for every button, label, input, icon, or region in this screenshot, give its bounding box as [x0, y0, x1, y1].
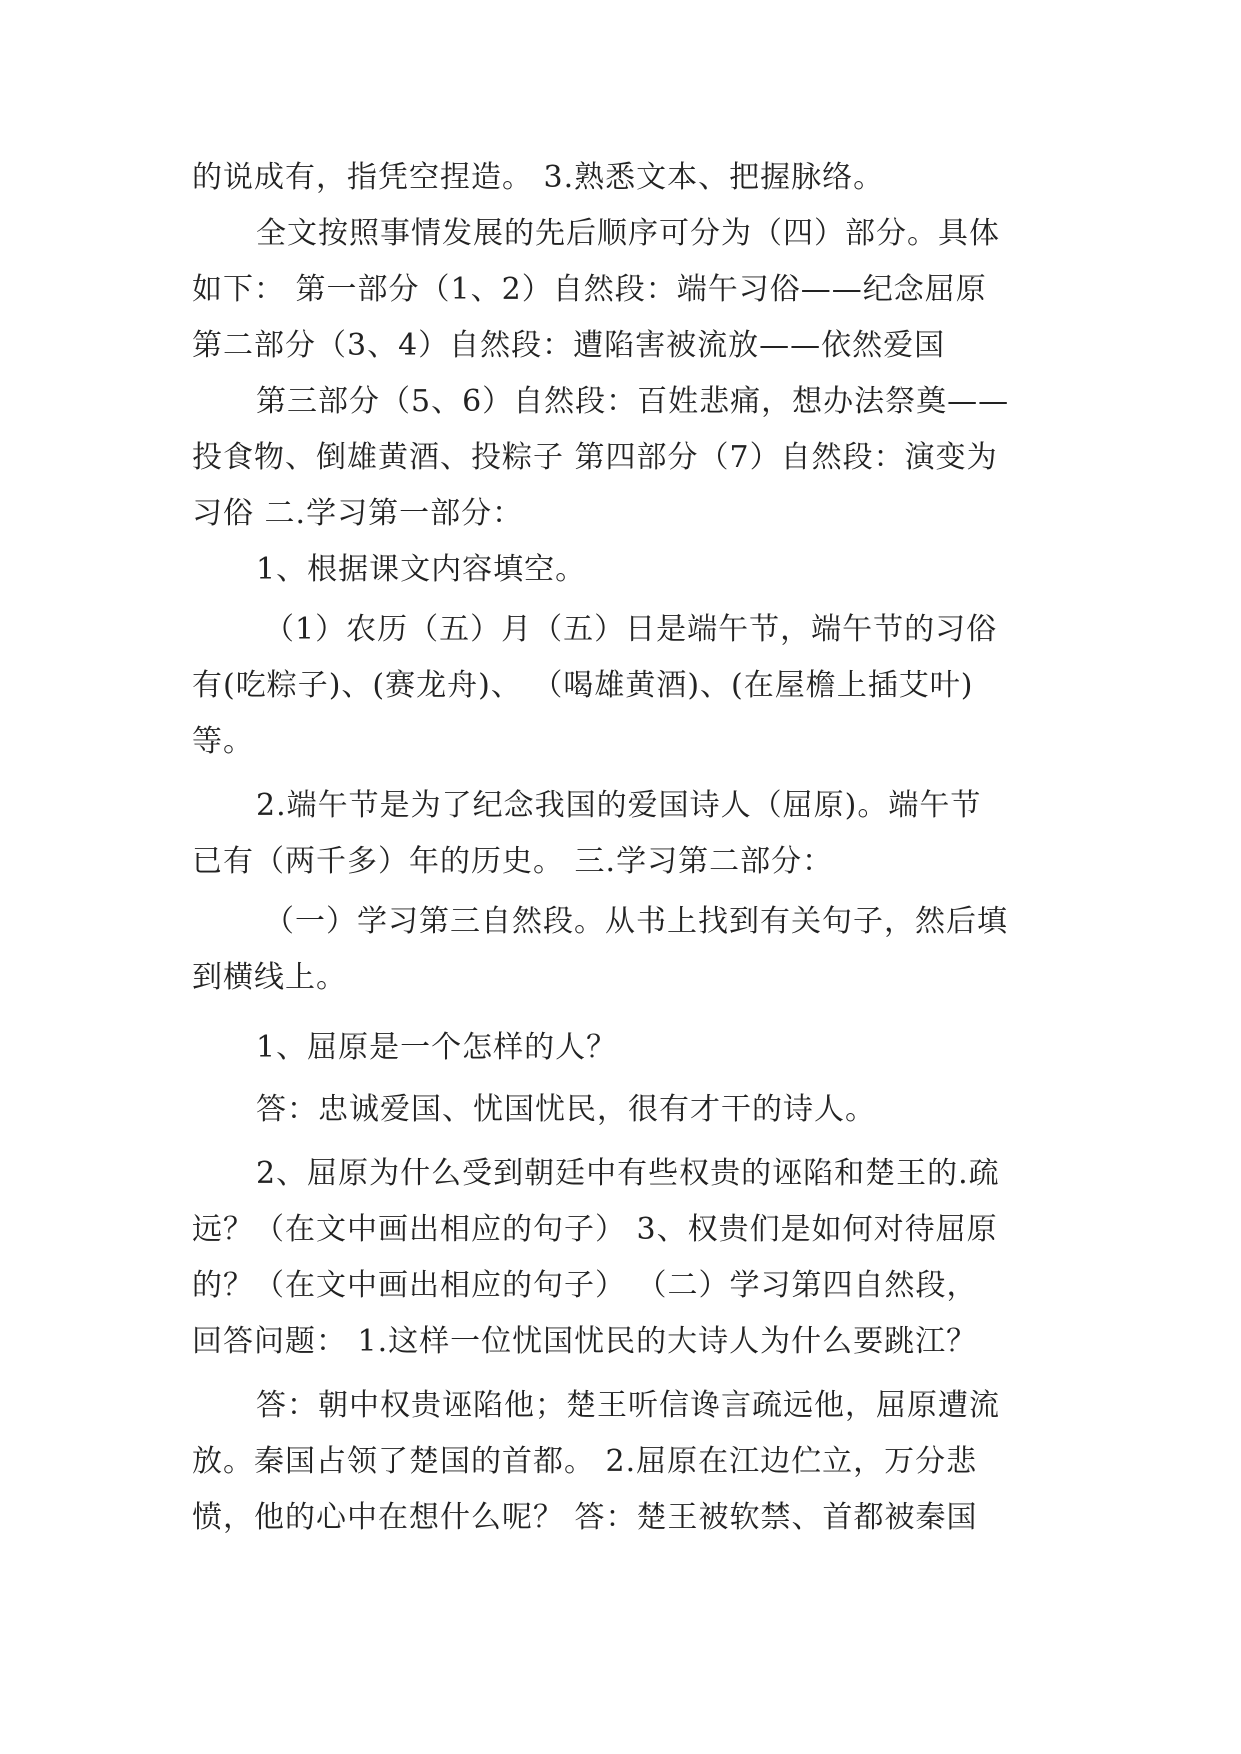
text-line: 有(吃粽子)、(赛龙舟)、 （喝雄黄酒)、(在屋檐上插艾叶) [192, 668, 974, 703]
text-line: 2、屈原为什么受到朝廷中有些权贵的诬陷和楚王的.疏 [256, 1156, 1000, 1191]
text-line: 第二部分（3、4）自然段：遭陷害被流放——依然爱国 [192, 328, 946, 363]
text-line: 全文按照事情发展的先后顺序可分为（四）部分。具体 [256, 216, 1000, 251]
text-line: 远？（在文中画出相应的句子） 3、权贵们是如何对待屈原 [192, 1212, 998, 1247]
text-line: 1、屈原是一个怎样的人？ [256, 1030, 618, 1065]
text-line: （一）学习第三自然段。从书上找到有关句子，然后填 [264, 904, 1008, 939]
text-line: 习俗 二.学习第一部分： [192, 496, 524, 531]
text-line: 如下： 第一部分（1、2）自然段：端午习俗——纪念屈原 [192, 272, 987, 307]
text-line: 等。 [192, 724, 254, 759]
text-line: （1）农历（五）月（五）日是端午节，端午节的习俗 [264, 612, 998, 647]
text-line: 1、根据课文内容填空。 [256, 552, 587, 587]
text-line: 愤，他的心中在想什么呢？ 答：楚王被软禁、首都被秦国 [192, 1500, 978, 1535]
text-line: 答：忠诚爱国、忧国忧民，很有才干的诗人。 [256, 1092, 876, 1127]
text-line: 答：朝中权贵诬陷他；楚王听信谗言疏远他，屈原遭流 [256, 1388, 1000, 1423]
text-line: 放。秦国占领了楚国的首都。 2.屈原在江边伫立，万分悲 [192, 1444, 978, 1479]
text-line: 到横线上。 [192, 960, 347, 995]
text-line: 的？（在文中画出相应的句子） （二）学习第四自然段， [192, 1268, 978, 1303]
text-line: 已有（两千多）年的历史。 三.学习第二部分： [192, 844, 834, 879]
text-line: 第三部分（5、6）自然段：百姓悲痛，想办法祭奠—— [256, 384, 1010, 419]
text-line: 的说成有，指凭空捏造。 3.熟悉文本、把握脉络。 [192, 160, 885, 195]
text-line: 回答问题： 1.这样一位忧国忧民的大诗人为什么要跳江？ [192, 1324, 978, 1359]
text-line: 2.端午节是为了纪念我国的爱国诗人（屈原)。端午节 [256, 788, 982, 823]
text-line: 投食物、倒雄黄酒、投粽子 第四部分（7）自然段：演变为 [192, 440, 998, 475]
